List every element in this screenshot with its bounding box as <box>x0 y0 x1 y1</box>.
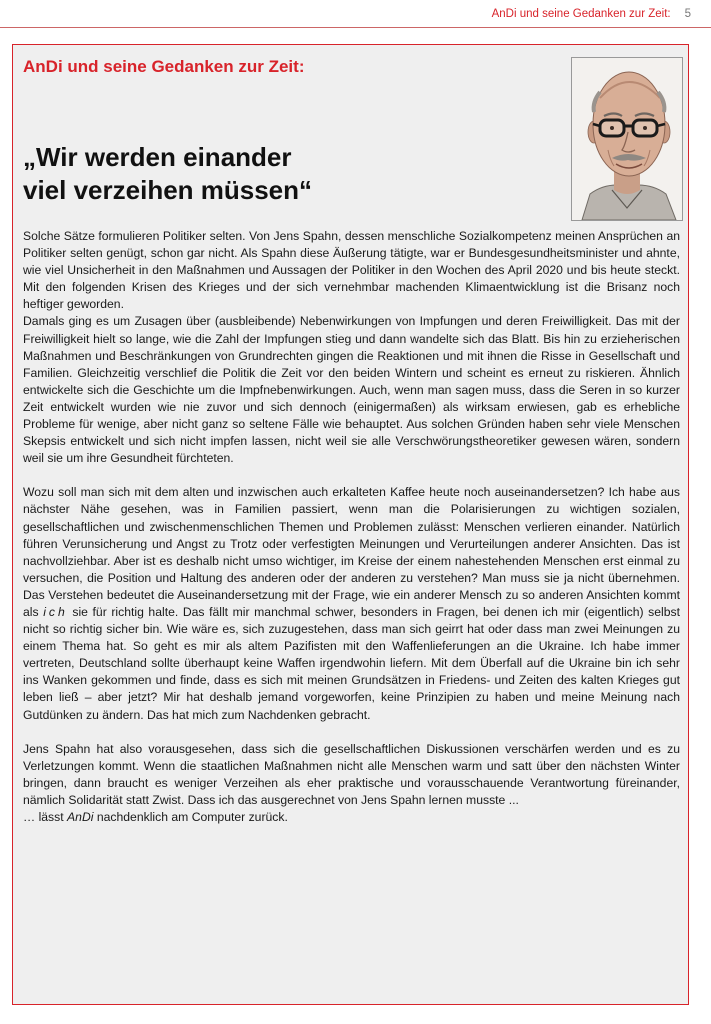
header-rule <box>0 27 711 28</box>
headline <box>23 141 543 207</box>
closing-tail: nachdenklich am Computer zurück. <box>96 810 288 824</box>
page-number: 5 <box>684 8 691 20</box>
running-header <box>492 8 691 20</box>
closing-line <box>23 809 680 826</box>
paragraph-4 <box>23 741 680 809</box>
paragraph-2 <box>23 313 680 467</box>
running-header-title: AnDi und seine Gedanken zur Zeit: <box>491 8 671 20</box>
column-title: AnDi und seine Gedanken zur Zeit: <box>23 57 305 76</box>
paragraph-1-text: Solche Sätze formulieren Politiker selten. Von Jens Spahn, dessen menschliche Sozialkompetenz meinen Ansprüchen an Politiker selten genügt, schon gar nicht. Als Spahn diese Äußerung tätigte, war er Bundesgesundheitsminister und ahnte, wie viel Unsicherheit in den Maßnahmen und Aussagen der Politiker in den Wochen des April 2020 und bis heute steckt. Mit den folgenden Krisen des Krieges und der sich vernehmbar machenden Klimaentwicklung ist die Brisanz noch heftiger geworden. <box>23 229 680 312</box>
paragraph-4-text: Jens Spahn hat also vorausgesehen, dass sich die gesellschaftlichen Diskussionen verschärfen werden und es zu Verletzungen kommt. Wenn die staatlichen Maßnahmen nicht alle Menschen warm und satt über den nächsten Winter bringen, dann braucht es weniger Verzeihen als eher praktische und vorausschauende Verantwortung füreinander, nämlich Solidarität statt Zwist. Dass ich das ausgerechnet von Jens Spahn lernen musste ... <box>23 741 680 807</box>
portrait-illustration <box>572 58 682 220</box>
paragraph-3-text-lead: Wozu soll man sich mit dem alten und inzwischen auch erkalteten Kaffee heute noch auseinandersetzen? Ich habe aus nächster Nähe gesehen, was in Familien passiert, wenn man die Polarisierungen zu wichtigen sozialen, gesellschaftlichen und zwischenmenschlichen Themen und Problemen zulässt: Menschen verlieren einander. Natürlich führen Verunsicherung und Angst zu Trotz oder verfestigten Meinungen und Verurteilungen anderer Ansichten. Das ist nachvollziehbar. Aber ist es deshalb nicht umso wichtiger, im Kreise der einem nahestehenden Menschen erst einmal zu versuchen, die Position und Haltung des anderen oder der anderen zu verstehen? Man muss sie ja nicht übernehmen. Das Verstehen bedeutet die Auseinandersetzung mit der Frage, wie ein anderer Mensch zu so anderen Ansichten kommt als <box>23 485 680 619</box>
headline-line-1: „Wir werden einander <box>23 142 292 172</box>
article-body <box>23 228 680 826</box>
paragraph-3-text-tail: sie für richtig halte. Das fällt mir manchmal schwer, besonders in Fragen, bei denen ich mir (eigentlich) selbst nicht so richtig sicher bin. Wie wäre es, sich zuzugestehen, dass man sich geirrt hat oder dass man zwei Meinungen zu einem Thema hat. So geht es mir als altem Pazifisten mit den Waffenlieferungen an die Ukraine. Ich habe immer vertreten, Deutschland sollte überhaupt keine Waffen irgendwohin liefern. Mit dem Überfall auf die Ukraine bin ich sehr ins Wanken gekommen und finde, dass es sich mit meinen Grundsätzen in Friedens- und Zeiten des kalten Krieges gut leben ließ – aber jetzt? Mir hat deshalb jemand vorgeworfen, keine Prinzipien zu haben und meine Meinung nach Gutdünken zu ändern. Das hat mich zum Nachdenken gebracht. <box>23 604 681 722</box>
closing-lead: … lässt <box>23 810 64 824</box>
headline-line-2: viel verzeihen müssen“ <box>23 175 313 205</box>
paragraph-2-text: Damals ging es um Zusagen über (ausbleibende) Nebenwirkungen von Impfungen und deren Freiwilligkeit. Das mit der Freiwilligkeit hielt so lange, wie die Zahl der Impfungen stieg und dann wandelte sich das Blatt. Bis hin zu erzieherischen Maßnahmen und Beschränkungen von Grundrechten gingen die Reaktionen und mit ihnen die Risse in Gesellschaft und Familien. Gleichzeitig verschlief die Politik die Zeit vor den beiden Wintern und scheint es erneut zu riskieren. Ähnlich entwickelte sich die Geschichte um die Impfnebenwirkungen. Auch, wenn man sagen muss, dass die Seren in so kurzer Zeit entwickelt wurden wie nie zuvor und sich dennoch (einigermaßen) als wirksam erwiesen, gab es erhebliche Probleme für wenige, aber nicht ganz so seltene Fälle wie behauptet. Aus solchen Gründen haben sehr viele Menschen Skepsis entwickelt und sich nicht impfen lassen, nicht weil sie alle Verschwörungstheoretiker gewesen wären, sondern weil sie um ihre Gesundheit fürchteten. <box>23 314 680 466</box>
paragraph-3 <box>23 484 680 723</box>
article-box <box>12 44 689 1005</box>
emphasis-ich: ich <box>43 604 68 619</box>
author-portrait-icon <box>571 57 683 221</box>
closing-author-name: AnDi <box>67 810 94 824</box>
paragraph-1 <box>23 228 680 313</box>
